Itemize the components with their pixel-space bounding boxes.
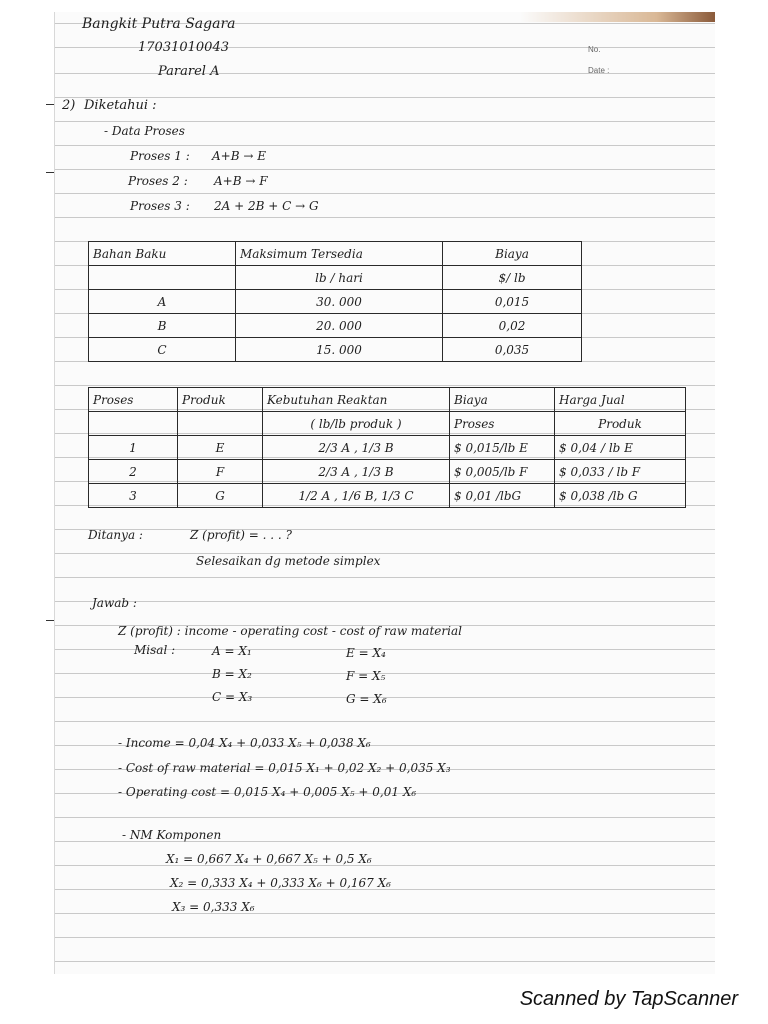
process-3-label: Proses 3 : bbox=[130, 199, 190, 213]
table-cell: 0,02 bbox=[443, 314, 582, 338]
table-subheader-row bbox=[89, 412, 686, 436]
process-1-label: Proses 1 : bbox=[130, 149, 190, 163]
process-1-reaction: A+B → E bbox=[212, 149, 266, 163]
asked-line-1: Z (profit) = . . . ? bbox=[190, 528, 292, 542]
profit-definition: Z (profit) : income - operating cost - cost of raw material bbox=[118, 624, 462, 638]
raw-material-cost-equation: - Cost of raw material = 0,015 X₁ + 0,02 X₂ + 0,035 X₃ bbox=[118, 761, 451, 775]
asked-line-2: Selesaikan dg metode simplex bbox=[196, 554, 381, 568]
scanner-watermark: Scanned by TapScanner bbox=[519, 988, 738, 1010]
table-cell: E bbox=[178, 436, 263, 460]
table-header-cell: Proses bbox=[89, 388, 178, 412]
table-cell: 1 bbox=[89, 436, 178, 460]
table-cell bbox=[178, 412, 263, 436]
margin-mark bbox=[46, 620, 54, 621]
table-cell: 3 bbox=[89, 484, 178, 508]
table-cell: 0,015 bbox=[443, 290, 582, 314]
no-label: No. bbox=[588, 45, 601, 54]
table-row bbox=[89, 436, 686, 460]
variable-g: G = X₆ bbox=[346, 692, 387, 706]
income-equation: - Income = 0,04 X₄ + 0,033 X₅ + 0,038 X₆ bbox=[118, 736, 371, 750]
nm-component-label: - NM Komponen bbox=[122, 828, 222, 842]
table-header-cell: Produk bbox=[178, 388, 263, 412]
table-row bbox=[89, 290, 582, 314]
table-cell: ( lb/lb produk ) bbox=[263, 412, 450, 436]
table-cell: F bbox=[178, 460, 263, 484]
variable-e: E = X₄ bbox=[346, 646, 386, 660]
table-cell: Proses bbox=[450, 412, 555, 436]
table-row bbox=[89, 314, 582, 338]
process-table bbox=[88, 387, 686, 508]
table-cell: C bbox=[89, 338, 236, 362]
table-cell: lb / hari bbox=[236, 266, 443, 290]
table-cell: 30. 000 bbox=[236, 290, 443, 314]
table-unit-row bbox=[89, 266, 582, 290]
table-cell: B bbox=[89, 314, 236, 338]
known-title: Diketahui : bbox=[84, 98, 157, 113]
table-cell: 2/3 A , 1/3 B bbox=[263, 436, 450, 460]
table-cell: $ 0,04 / lb E bbox=[555, 436, 686, 460]
table-cell: G bbox=[178, 484, 263, 508]
table-cell: $/ lb bbox=[443, 266, 582, 290]
raw-material-table bbox=[88, 241, 582, 362]
table-cell: 2/3 A , 1/3 B bbox=[263, 460, 450, 484]
table-header-cell: Harga Jual bbox=[555, 388, 686, 412]
table-row bbox=[89, 484, 686, 508]
variable-f: F = X₅ bbox=[346, 669, 386, 683]
table-row bbox=[89, 338, 582, 362]
nm-line-x2: X₂ = 0,333 X₄ + 0,333 X₆ + 0,167 X₆ bbox=[170, 876, 391, 890]
process-data-label: - Data Proses bbox=[104, 124, 185, 138]
table-header-cell: Kebutuhan Reaktan bbox=[263, 388, 450, 412]
table-cell bbox=[89, 266, 236, 290]
table-cell: $ 0,01 /lbG bbox=[450, 484, 555, 508]
student-id: 17031010043 bbox=[138, 40, 229, 55]
page-corner-shadow bbox=[520, 12, 715, 22]
operating-cost-equation: - Operating cost = 0,015 X₄ + 0,005 X₅ + 0,01 X₆ bbox=[118, 785, 417, 799]
table-cell: $ 0,005/lb F bbox=[450, 460, 555, 484]
table-cell: 15. 000 bbox=[236, 338, 443, 362]
margin-mark bbox=[46, 172, 54, 173]
process-2-label: Proses 2 : bbox=[128, 174, 188, 188]
process-3-reaction: 2A + 2B + C → G bbox=[214, 199, 319, 213]
misal-label: Misal : bbox=[134, 643, 176, 657]
table-cell: $ 0,033 / lb F bbox=[555, 460, 686, 484]
table-header-cell: Maksimum Tersedia bbox=[236, 242, 443, 266]
variable-b: B = X₂ bbox=[212, 667, 252, 681]
table-cell: $ 0,015/lb E bbox=[450, 436, 555, 460]
question-number: 2) bbox=[62, 98, 76, 113]
variable-a: A = X₁ bbox=[212, 644, 252, 658]
table-row bbox=[89, 460, 686, 484]
table-header-cell: Bahan Baku bbox=[89, 242, 236, 266]
table-cell: A bbox=[89, 290, 236, 314]
table-header-row bbox=[89, 242, 582, 266]
table-header-cell: Biaya bbox=[443, 242, 582, 266]
margin-mark bbox=[46, 104, 54, 105]
table-cell: 2 bbox=[89, 460, 178, 484]
table-cell: $ 0,038 /lb G bbox=[555, 484, 686, 508]
table-header-cell: Biaya bbox=[450, 388, 555, 412]
answer-label: Jawab : bbox=[92, 596, 137, 610]
process-2-reaction: A+B → F bbox=[214, 174, 268, 188]
asked-label: Ditanya : bbox=[88, 528, 143, 542]
date-label: Date : bbox=[588, 66, 610, 75]
table-cell bbox=[89, 412, 178, 436]
table-cell: Produk bbox=[555, 412, 686, 436]
table-cell: 20. 000 bbox=[236, 314, 443, 338]
nm-line-x1: X₁ = 0,667 X₄ + 0,667 X₅ + 0,5 X₆ bbox=[166, 852, 372, 866]
table-header-row bbox=[89, 388, 686, 412]
table-cell: 1/2 A , 1/6 B, 1/3 C bbox=[263, 484, 450, 508]
class-name: Pararel A bbox=[158, 64, 220, 79]
nm-line-x3: X₃ = 0,333 X₆ bbox=[172, 900, 255, 914]
variable-c: C = X₃ bbox=[212, 690, 253, 704]
student-name: Bangkit Putra Sagara bbox=[82, 16, 236, 32]
table-cell: 0,035 bbox=[443, 338, 582, 362]
